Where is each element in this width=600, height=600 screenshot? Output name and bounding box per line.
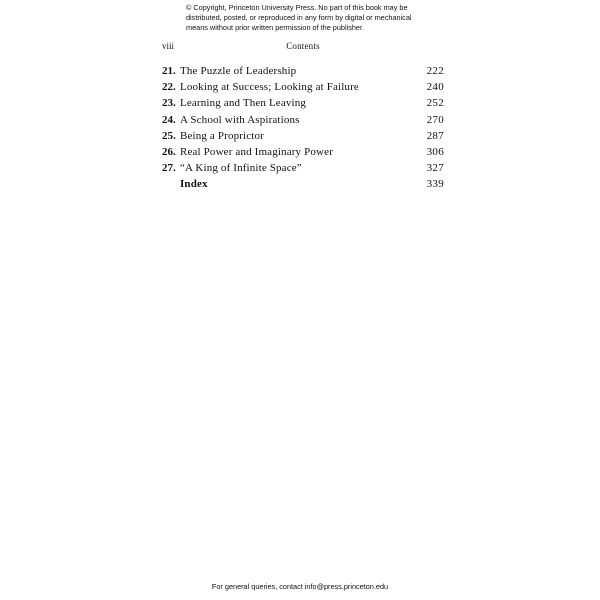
toc-entry xyxy=(162,95,444,111)
chapter-page: 270 xyxy=(426,113,444,126)
chapter-number: 27. xyxy=(162,162,176,175)
toc-entry xyxy=(162,160,444,176)
chapter-number: 25. xyxy=(162,129,176,142)
chapter-title: Being a Proprictor xyxy=(180,129,264,142)
page-number: viii xyxy=(162,41,175,51)
copyright-notice xyxy=(186,3,426,33)
chapter-page: 287 xyxy=(426,129,444,142)
chapter-page: 327 xyxy=(426,162,444,175)
chapter-title: Looking at Success; Looking at Failure xyxy=(180,81,359,94)
copyright-line: means without prior written permission of the publisher. xyxy=(186,23,365,32)
index-title: Index xyxy=(180,178,208,191)
chapter-page: 252 xyxy=(426,97,444,110)
index-page: 339 xyxy=(426,178,444,191)
chapter-title: Learning and Then Leaving xyxy=(180,97,307,110)
toc-entry xyxy=(162,112,444,128)
chapter-page: 240 xyxy=(426,81,444,94)
copyright-line: © Copyright, Princeton University Press. No part of this book may be xyxy=(186,3,408,12)
running-title: Contents xyxy=(286,41,320,51)
toc-entry xyxy=(162,144,444,160)
chapter-page: 306 xyxy=(426,145,444,158)
chapter-page: 222 xyxy=(426,65,444,77)
chapter-number: 24. xyxy=(162,113,176,126)
chapter-title: The Puzzle of Leadership xyxy=(180,65,297,77)
toc-entry xyxy=(162,128,444,144)
toc-entry xyxy=(162,79,444,95)
copyright-line: distributed, posted, or reproduced in any form by digital or mechanical xyxy=(186,13,412,22)
footer-contact: For general queries, contact info@press.princeton.edu xyxy=(211,582,389,591)
chapter-number: 23. xyxy=(162,97,176,110)
chapter-number: 26. xyxy=(162,145,176,158)
running-head xyxy=(162,41,444,53)
toc-entry xyxy=(162,63,444,79)
chapter-title: Real Power and Imaginary Power xyxy=(180,145,333,158)
chapter-number: 22. xyxy=(162,81,176,94)
table-of-contents xyxy=(162,63,444,193)
chapter-title: “A King of Infinite Space” xyxy=(180,162,302,175)
chapter-title: A School with Aspirations xyxy=(180,113,300,126)
chapter-number: 21. xyxy=(162,65,176,77)
toc-entry-index xyxy=(162,176,444,192)
